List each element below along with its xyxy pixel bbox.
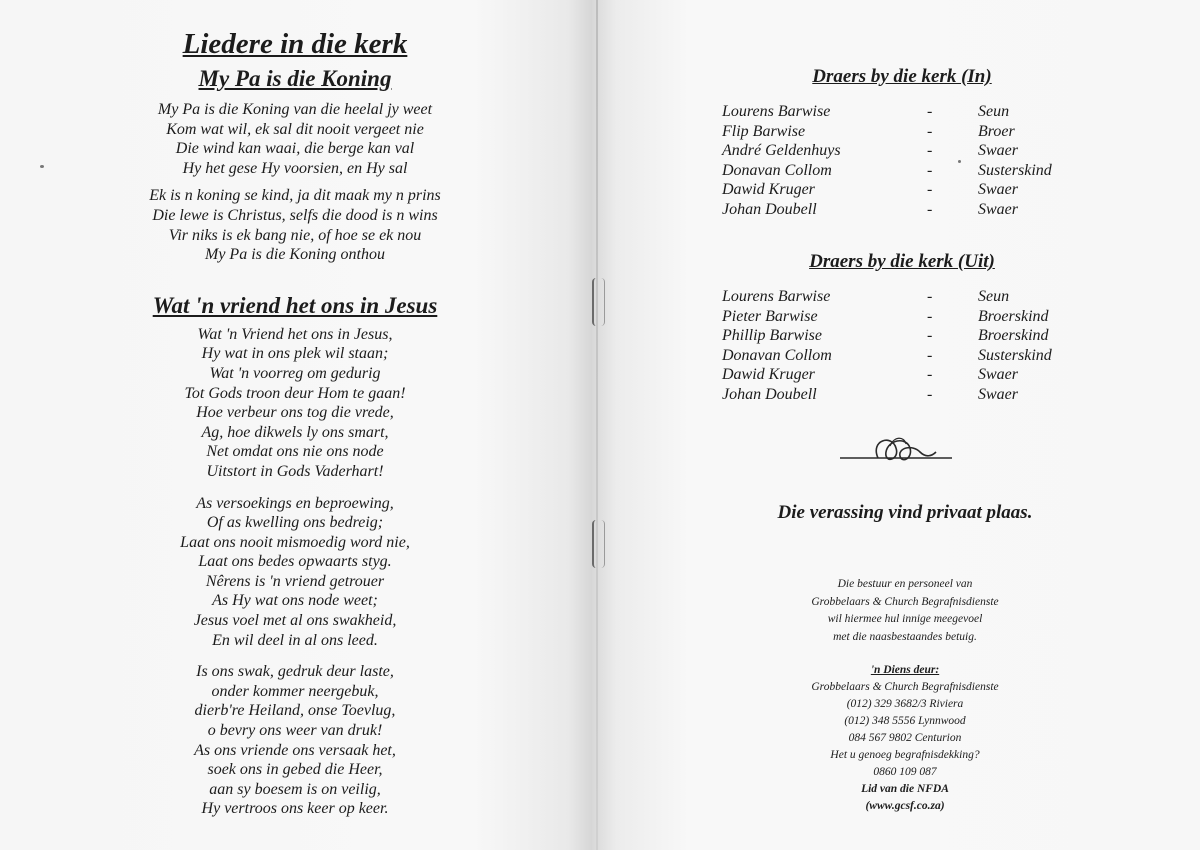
condolence-line: Die bestuur en personeel van [837, 578, 973, 590]
scan-speck [40, 165, 44, 168]
condolence-line: wil hiermee hul innige meegevoel [827, 613, 983, 625]
bearer-dash: - [927, 346, 933, 364]
lyric-line: As Hy wat ons node weet; [212, 592, 378, 610]
bearer-name: Donavan Collom [722, 346, 832, 364]
bearer-dash: - [927, 366, 933, 384]
bearer-name: Donavan Collom [722, 161, 832, 179]
service-line: Het u genoeg begrafnisdekking? [830, 749, 980, 761]
service-line: (012) 329 3682/3 Riviera [846, 698, 964, 710]
lyric-line: Is ons swak, gedruk deur laste, [196, 663, 394, 681]
bearer-name: Pieter Barwise [722, 307, 818, 325]
bearers-in [722, 66, 1082, 220]
bearer-dash: - [927, 385, 933, 403]
bearer-row [722, 385, 1082, 405]
left-page [0, 0, 592, 850]
lyric-line: Net omdat ons nie ons node [206, 443, 384, 461]
lyric-line: Ag, hoe dikwels ly ons smart, [201, 423, 389, 441]
lyric-line: Of as kwelling ons bedreig; [206, 514, 384, 532]
bearer-row [722, 180, 1082, 200]
bearer-relation: Broer [978, 122, 1015, 140]
lyric-line: En wil deel in al ons leed. [212, 631, 378, 649]
bearer-row [722, 287, 1082, 307]
bearers-in-title: Draers by die kerk (In) [812, 66, 992, 87]
song2-title: Wat 'n vriend het ons in Jesus [152, 292, 438, 318]
bearer-dash: - [927, 122, 933, 140]
bearer-relation: Seun [978, 103, 1010, 120]
lyric-line: Tot Gods troon deur Hom te gaan! [184, 384, 406, 402]
bearer-name: Phillip Barwise [722, 327, 822, 345]
bearer-row [722, 346, 1082, 366]
hymns-column [110, 24, 480, 819]
bearer-relation: Susterskind [978, 346, 1052, 364]
service-heading: 'n Diens deur: [870, 664, 940, 676]
bearers-out [722, 251, 1082, 405]
lyric-line: Hy vertroos ons keer op keer. [201, 800, 389, 818]
bearer-row [722, 307, 1082, 327]
lyric-line: My Pa is die Koning van die heelal jy weet [157, 101, 433, 118]
lyric-line: dierb're Heiland, onse Toevlug, [194, 702, 396, 720]
condolence-line: met die naasbestaandes betuig. [833, 630, 977, 643]
lyric-line: Wat 'n voorreg om gedurig [209, 364, 381, 382]
scan-speck [958, 160, 961, 163]
nfda-member: Lid van die NFDA [861, 783, 949, 795]
lyric-line: Hy wat in ons plek wil staan; [201, 345, 389, 363]
bearer-relation: Swaer [978, 200, 1018, 218]
bearer-row [722, 102, 1082, 122]
lyric-line: onder kommer neergebuk, [211, 682, 379, 700]
bearer-dash: - [927, 103, 933, 120]
page-fold [596, 0, 598, 850]
bearer-row [722, 200, 1082, 220]
staple [592, 278, 605, 326]
bearer-relation: Swaer [978, 366, 1018, 384]
website: (www.gcsf.co.za) [865, 800, 945, 812]
lyric-line: o bevry ons weer van druk! [207, 722, 383, 740]
bearer-row [722, 326, 1082, 346]
lyric-line: Ek is n koning se kind, ja dit maak my n prins [149, 187, 441, 205]
condolence-message [740, 576, 1070, 646]
bearer-name: Johan Doubell [722, 385, 817, 403]
lyric-line: As versoekings en beproewing, [196, 494, 394, 512]
condolence-line: Grobbelaars & Church Begrafnisdienste [811, 595, 999, 608]
song2-stanza [110, 325, 480, 482]
bearer-dash: - [927, 142, 933, 160]
song1-title: My Pa is die Koning [198, 66, 392, 91]
bearer-name: Flip Barwise [722, 122, 806, 140]
service-line: 0860 109 087 [873, 766, 937, 778]
lyric-line: aan sy boesem is on veilig, [209, 780, 381, 798]
bearer-relation: Seun [978, 288, 1010, 305]
lyric-line: Hy het gese Hy voorsien, en Hy sal [182, 159, 408, 177]
surprise-notice: Die verassing vind privaat plaas. [777, 502, 1033, 523]
bearer-dash: - [927, 161, 933, 179]
song1-stanza [110, 186, 480, 264]
lyric-line: Laat ons bedes opwaarts styg. [198, 553, 392, 571]
bearer-dash: - [927, 327, 933, 345]
bearer-row [722, 141, 1082, 161]
main-title: Liedere in die kerk [182, 28, 408, 60]
lyric-line: Vir niks is ek bang nie, of hoe se ek nou [168, 226, 422, 244]
bearer-dash: - [927, 307, 933, 325]
lyric-line: soek ons in gebed die Heer, [207, 761, 383, 779]
bearer-relation: Broerskind [978, 327, 1049, 345]
service-line: Grobbelaars & Church Begrafnisdienste [811, 681, 999, 693]
bearer-name: Dawid Kruger [722, 366, 815, 384]
lyric-line: Jesus voel met al ons swakheid, [193, 612, 397, 630]
lyric-line: Nêrens is 'n vriend getrouer [205, 572, 385, 590]
bearer-relation: Swaer [978, 385, 1018, 403]
staple [592, 520, 605, 568]
service-line: 084 567 9802 Centurion [848, 732, 962, 744]
song2-stanza [110, 494, 480, 651]
service-line: (012) 348 5556 Lynnwood [844, 715, 966, 727]
bearer-relation: Broerskind [978, 307, 1049, 325]
bearer-dash: - [927, 200, 933, 218]
bearer-row [722, 365, 1082, 385]
bearers-out-title: Draers by die kerk (Uit) [809, 251, 995, 272]
flourish-ornament-icon [840, 430, 952, 474]
bearer-name: Dawid Kruger [722, 181, 815, 199]
lyric-line: Die lewe is Christus, selfs die dood is n wins [152, 206, 438, 224]
bearer-row [722, 161, 1082, 181]
song1-stanza [110, 100, 480, 178]
lyric-line: Die wind kan waai, die berge kan val [175, 140, 415, 158]
lyric-line: Hoe verbeur ons tog die vrede, [196, 404, 394, 422]
bearer-name: Lourens Barwise [722, 103, 831, 120]
lyric-line: As ons vriende ons versaak het, [194, 741, 396, 759]
bearer-name: Lourens Barwise [722, 288, 831, 305]
bearer-relation: Susterskind [978, 161, 1052, 179]
funeral-service-info [740, 662, 1070, 815]
lyric-line: Wat 'n Vriend het ons in Jesus, [197, 325, 393, 343]
bearer-relation: Swaer [978, 142, 1018, 160]
lyric-line: My Pa is die Koning onthou [205, 246, 385, 264]
bearer-dash: - [927, 288, 933, 305]
bearer-dash: - [927, 181, 933, 199]
bearer-relation: Swaer [978, 181, 1018, 199]
lyric-line: Laat ons nooit mismoedig word nie, [180, 533, 410, 551]
bearer-row [722, 122, 1082, 142]
bearer-name: Johan Doubell [722, 200, 817, 218]
bearer-name: André Geldenhuys [722, 142, 841, 160]
lyric-line: Uitstort in Gods Vaderhart! [206, 462, 384, 480]
song2-stanza [110, 662, 480, 819]
lyric-line: Kom wat wil, ek sal dit nooit vergeet nie [166, 120, 424, 138]
